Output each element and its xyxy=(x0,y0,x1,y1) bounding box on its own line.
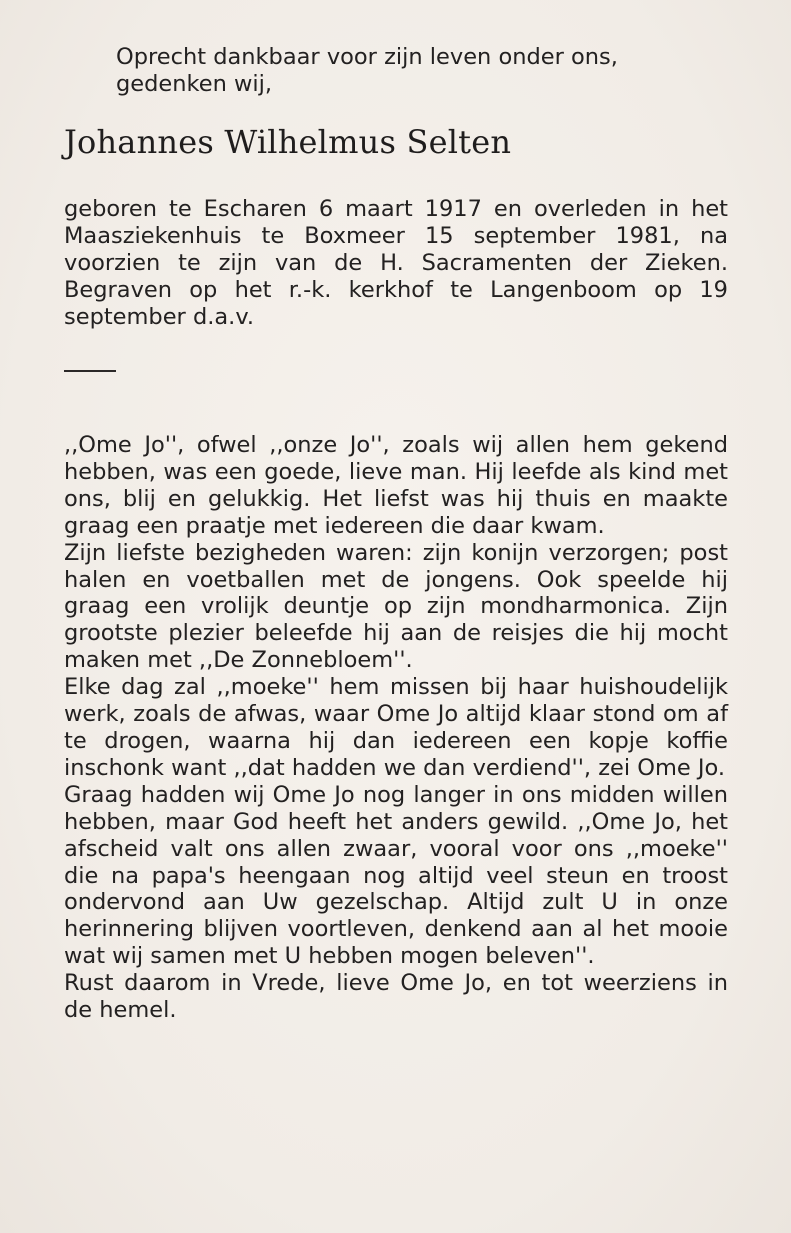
memorial-text xyxy=(64,432,728,1024)
deceased-name: Johannes Wilhelmus Selten xyxy=(64,123,512,161)
memorial-paragraph: Rust daarom in Vrede, lieve Ome Jo, en tot weerziens in de hemel. xyxy=(64,970,728,1024)
memorial-paragraph: Zijn liefste bezigheden waren: zijn konijn verzorgen; post halen en voetballen met de jongens. Ook speelde hij graag een vrolijk deuntje op zijn mondharmonica. Zijn grootste plezier beleefde hij aan de reisjes die hij mocht maken met ,,De Zonnebloem''. xyxy=(64,539,728,674)
memorial-paragraph: Elke dag zal ,,moeke'' hem missen bij haar huishoudelijk werk, zoals de afwas, waar Ome Jo altijd klaar stond om af te drogen, waarna hij dan iedereen een kopje koffie inschonk want ,,dat hadden we dan verdiend'', zei Ome Jo. xyxy=(64,674,728,781)
intro-text: Oprecht dankbaar voor zijn leven onder ons, gedenken wij, xyxy=(116,44,618,97)
memorial-paragraph: ,,Ome Jo'', ofwel ,,onze Jo'', zoals wij allen hem gekend hebben, was een goede, lieve man. Hij leefde als kind met ons, blij en gelukkig. Het liefst was hij thuis en maakte graag een praatje met iedereen die daar kwam. xyxy=(64,432,728,539)
divider-line xyxy=(64,370,116,372)
memorial-paragraph: Graag hadden wij Ome Jo nog langer in ons midden willen hebben, maar God heeft het anders gewild. ,,Ome Jo, het afscheid valt ons allen zwaar, vooral voor ons ,,moeke'' die na papa's heengaan nog altijd veel steun en troost ondervond aan Uw gezelschap. Altijd zult U in onze herinnering blijven voortleven, denkend aan al het mooie wat wij samen met U hebben mogen beleven''. xyxy=(64,781,728,970)
biography-text: geboren te Escharen 6 maart 1917 en overleden in het Maasziekenhuis te Boxmeer 15 september 1981, na voorzien te zijn van de H. Sacramenten der Zieken. Begraven op het r.-k. kerkhof te Langenboom op 19 september d.a.v. xyxy=(64,196,728,330)
